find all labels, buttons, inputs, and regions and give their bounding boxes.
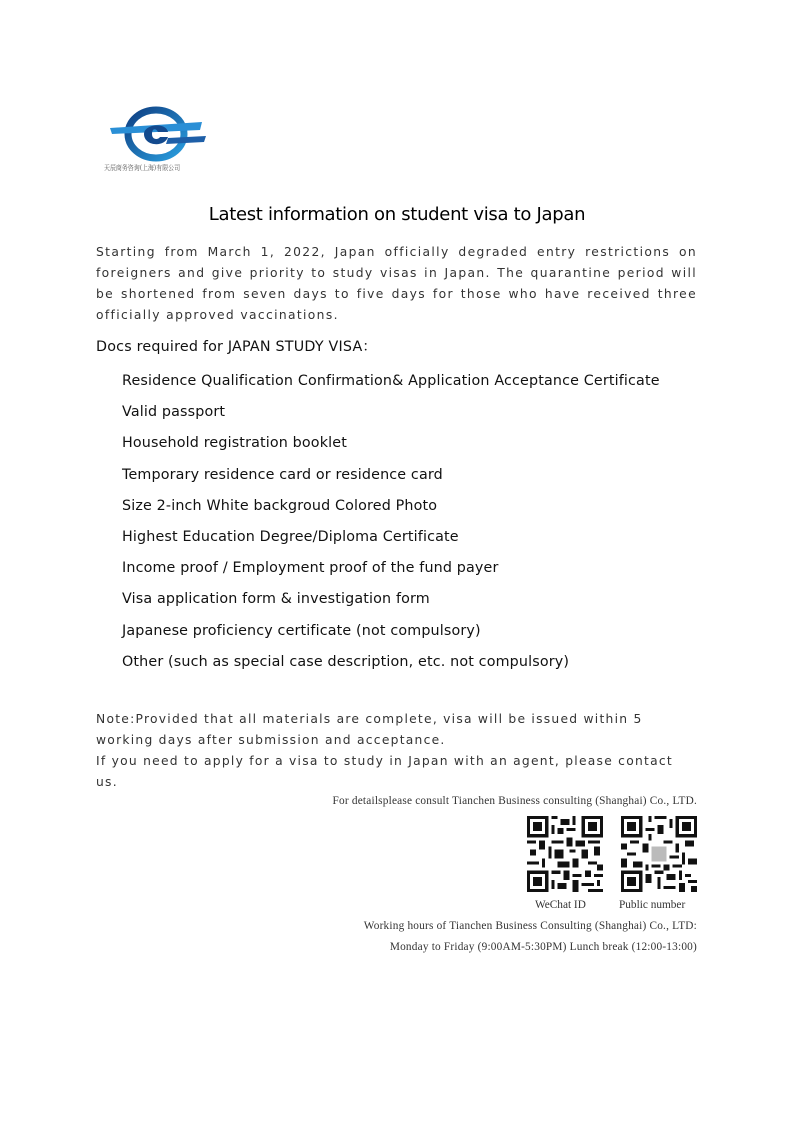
list-item: Household registration booklet (122, 435, 347, 452)
list-item: Residence Qualification Confirmation& Application Acceptance Certificate (122, 373, 660, 389)
working-hours-title: Working hours of Tianchen Business Consulting (Shanghai) Co., LTD: (363, 920, 697, 932)
working-hours: Monday to Friday (9:00AM-5:30PM) Lunch break (12:00-13:00) (389, 941, 697, 953)
docs-list (122, 366, 660, 678)
wechat-qr-code-icon (527, 816, 603, 892)
list-item: Temporary residence card or residence card (122, 466, 443, 483)
contact-line: If you need to apply for a visa to study in Japan with an agent, please contact us. (96, 754, 673, 789)
logo-emblem (106, 104, 218, 166)
public-account-qr-code-icon (621, 816, 697, 892)
logo-caption: 天辰商务咨询(上海)有限公司 (104, 164, 181, 172)
list-item: Valid passport (122, 404, 226, 421)
intro-paragraph: Starting from March 1, 2022, Japan officially degraded entry restrictions on foreigners and give priority to study visas in Japan. The quarantine period will be shortened from seven days to five days for those who have received three officially approved vaccinations. (96, 245, 697, 322)
wechat-id-label: WeChat ID (535, 899, 586, 911)
consult-line: For detailsplease consult Tianchen Business consulting (Shanghai) Co., LTD. (332, 795, 697, 807)
note-line: Note:Provided that all materials are complete, visa will be issued within 5 working days after submission and acceptance. (96, 712, 643, 747)
list-item: Japanese proficiency certificate (not compulsory) (122, 622, 481, 639)
list-item: Highest Education Degree/Diploma Certificate (122, 529, 459, 546)
note-section (96, 709, 697, 793)
list-item: Visa application form & investigation form (122, 591, 430, 608)
docs-heading: Docs required for JAPAN STUDY VISA： (96, 339, 377, 355)
public-number-label: Public number (619, 899, 686, 911)
list-item: Other (such as special case description, etc. not compulsory) (122, 653, 570, 670)
list-item: Income proof / Employment proof of the fund payer (122, 560, 499, 577)
page-title: Latest information on student visa to Japan (208, 204, 586, 225)
list-item: Size 2-inch White backgroud Colored Photo (122, 497, 438, 514)
